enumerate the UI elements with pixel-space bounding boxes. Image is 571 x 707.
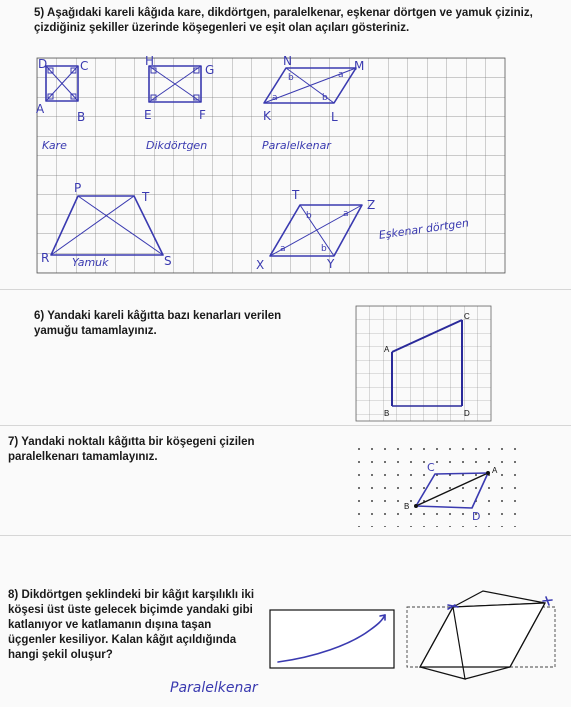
parallelogram-vertex-m: M (354, 59, 365, 73)
question-7 (8, 435, 308, 465)
label-eskenar-dortgen: Eşkenar dörtgen (378, 216, 470, 242)
trapezoid-vertex-s: S (164, 254, 172, 268)
rhombus-vertex-x: X (256, 258, 265, 272)
rhombus-angle-a-bottom: a (280, 244, 286, 254)
question-8-text: Dikdörtgen şeklindeki bir kâğıt karşılıklı iki köşesi üst üste gelecek biçimde yandaki gibi katlanıyor ve katlamanın dışına taşan üçgenler kesiliyor. Kalan kâğıt açıldığında hangi şekil oluşur? (8, 589, 255, 661)
question-7-number: 7) (8, 436, 19, 448)
question-6-grid (350, 300, 500, 430)
rhombus-vertex-y: Y (327, 257, 335, 271)
question-6 (34, 309, 304, 339)
rhombus-vertex-z: Z (367, 198, 376, 212)
question-6-number: 6) (34, 310, 45, 322)
q6-vertex-a: A (384, 345, 390, 354)
question-8-answer: Paralelkenar (170, 680, 258, 696)
parallelogram-vertex-k: K (263, 109, 271, 123)
rectangle-vertex-f: F (199, 108, 206, 122)
question-7-text: Yandaki noktalı kâğıtta bir köşegeni çizilen paralelkenarı tamamlayınız. (8, 436, 255, 463)
separator-5-6 (0, 289, 571, 290)
square-vertex-a: A (36, 102, 45, 116)
question-8-figures (260, 585, 565, 685)
rectangle-vertex-e: E (144, 108, 152, 122)
rhombus-angle-b-bottom: b (321, 244, 327, 254)
separator-6-7 (0, 425, 571, 426)
question-8 (8, 588, 258, 663)
trapezoid-vertex-t: T (142, 190, 150, 204)
question-7-dot-grid (350, 440, 530, 530)
grid-6-area (356, 306, 491, 421)
q7-vertex-b: B (404, 502, 410, 511)
trapezoid-vertex-p: P (74, 181, 82, 195)
q7-vertex-a: A (492, 466, 498, 475)
square-vertex-d: D (38, 57, 48, 71)
q6-vertex-c: C (464, 312, 470, 321)
q8-rectangle-figure (270, 610, 394, 668)
q7-vertex-d: D (472, 510, 481, 523)
parallelogram-vertex-l: L (331, 110, 338, 124)
q6-vertex-b: B (384, 409, 390, 418)
label-dikdortgen: Dikdörtgen (146, 139, 208, 152)
parallelogram-angle-a-top: a (338, 70, 344, 80)
parallelogram-angle-b-bottom: b (322, 93, 328, 103)
label-paralelkenar: Paralelkenar (262, 139, 331, 152)
rhombus-angle-b-top: b (306, 211, 312, 221)
parallelogram-angle-b-top: b (288, 73, 294, 83)
q6-vertex-d: D (464, 409, 470, 418)
rectangle-vertex-g: G (205, 63, 215, 77)
q8-folded-figure (407, 591, 555, 679)
parallelogram-vertex-n: N (283, 54, 292, 68)
dot-grid-area (355, 445, 525, 527)
grid-5-area (37, 58, 505, 273)
question-6-text: Yandaki kareli kâğıtta bazı kenarları verilen yamuğu tamamlayınız. (34, 310, 282, 337)
separator-7-8 (0, 535, 571, 536)
square-vertex-c: C (80, 59, 89, 73)
rhombus-vertex-t: T (292, 188, 300, 202)
question-5-text: Aşağıdaki kareli kâğıda kare, dikdörtgen, paralelkenar, eşkenar dörtgen ve yamuk çiziniz, çizdiğiniz şekiller üzerinde köşegenleri ve eşit olan açıları gösteriniz. (34, 7, 533, 34)
question-8-number: 8) (8, 589, 19, 601)
rhombus-angle-a-top: a (343, 209, 349, 219)
question-5-number: 5) (34, 7, 45, 19)
label-yamuk: Yamuk (72, 256, 109, 269)
square-vertex-b: B (77, 110, 86, 124)
parallelogram-angle-a-bottom: a (272, 93, 278, 103)
trapezoid-vertex-r: R (41, 251, 50, 265)
rectangle-vertex-h: H (145, 54, 155, 68)
label-kare: Kare (42, 139, 67, 152)
q7-vertex-c: C (427, 461, 435, 474)
